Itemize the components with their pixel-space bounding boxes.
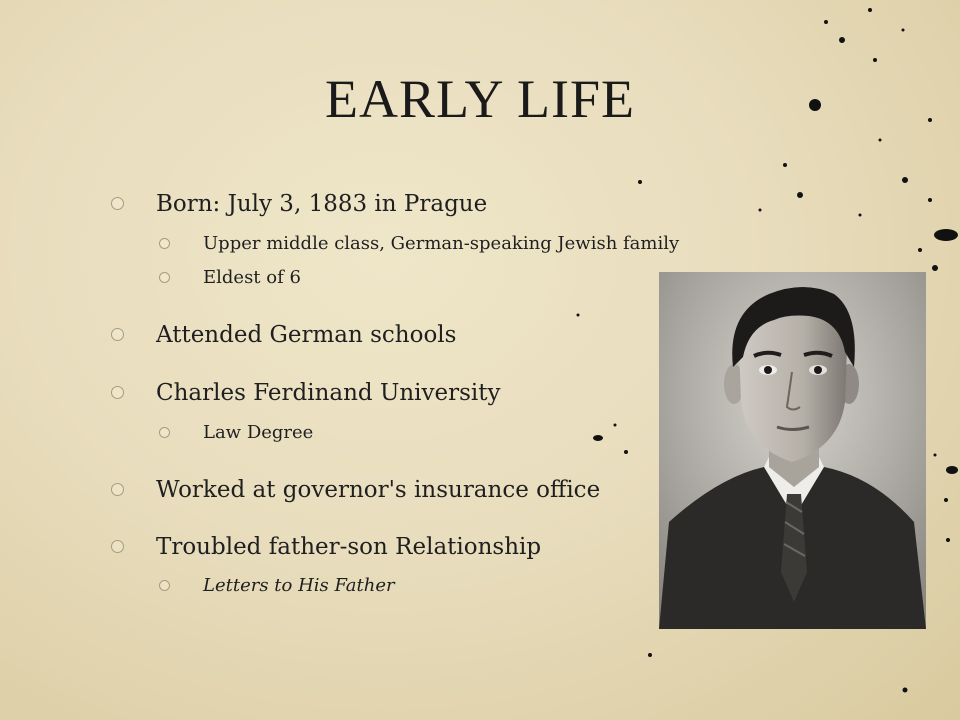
bullet-text: Eldest of 6 [203, 267, 301, 288]
circle-bullet-icon [159, 580, 170, 591]
bullet-item [156, 191, 487, 217]
slide-title: EARLY LIFE [324, 69, 636, 129]
bullet-text: Attended German schools [156, 322, 457, 348]
bullet-text: Law Degree [203, 422, 314, 443]
bullet-text: Upper middle class, German-speaking Jewish family [203, 233, 680, 254]
sub-bullet-item [203, 575, 395, 596]
bullet-item [156, 322, 456, 348]
circle-bullet-icon [111, 540, 124, 553]
circle-bullet-icon [159, 238, 170, 249]
circle-bullet-icon [111, 197, 124, 210]
bullet-item [156, 534, 541, 560]
sub-bullet-item [203, 233, 679, 254]
sub-bullet-item [203, 267, 301, 288]
circle-bullet-icon [111, 386, 124, 399]
bullet-text: Letters to His Father [203, 575, 395, 596]
bullet-text: Born: July 3, 1883 in Prague [156, 191, 488, 217]
circle-bullet-icon [111, 483, 124, 496]
bullet-text: Troubled father-son Relationship [156, 534, 542, 560]
circle-bullet-icon [159, 427, 170, 438]
circle-bullet-icon [111, 328, 124, 341]
bullet-item [156, 477, 600, 503]
bullet-item [156, 380, 501, 406]
portrait-illustration [659, 272, 926, 629]
bullet-text: Worked at governor's insurance office [156, 477, 601, 503]
sub-bullet-item [203, 422, 313, 443]
portrait-photo [659, 272, 926, 629]
circle-bullet-icon [159, 272, 170, 283]
bullet-text: Charles Ferdinand University [156, 380, 501, 406]
